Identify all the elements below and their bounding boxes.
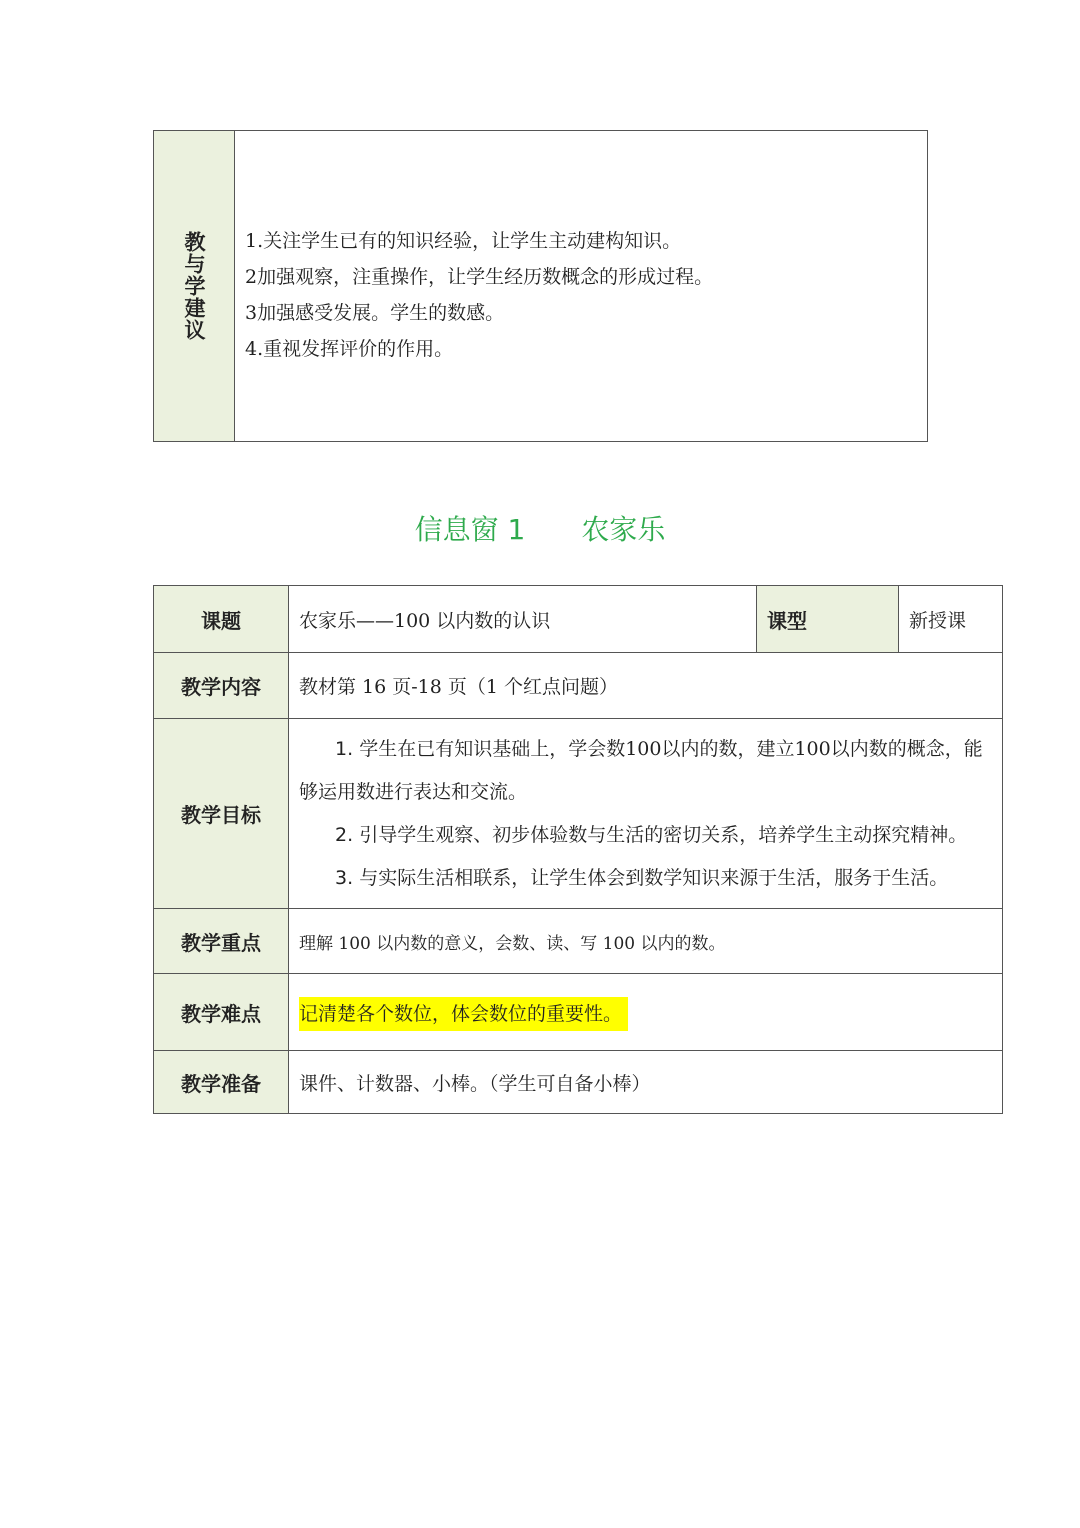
suggestion-item: 4.重视发挥评价的作用。: [245, 338, 454, 360]
goal-item: 3. 与实际生活相联系，让学生体会到数学知识来源于生活，服务于生活。: [335, 866, 949, 889]
key-row: [154, 909, 1003, 974]
topic-label: 课题: [154, 586, 289, 653]
goals-value: [289, 719, 1003, 909]
type-label: 课型: [757, 586, 899, 653]
key-label: 教学重点: [154, 909, 289, 974]
section-heading: 信息窗 1 农家乐: [414, 513, 666, 546]
difficulty-label: 教学难点: [154, 974, 289, 1051]
goal-item: 1. 学生在已有知识基础上，学会数100以内的数，建立100以内数的概念，能够运用数进行表达和交流。: [299, 737, 983, 803]
suggestions-label-cell: [154, 131, 235, 441]
prep-label: 教学准备: [154, 1051, 289, 1114]
suggestion-item: 3加强感受发展。学生的数感。: [245, 302, 505, 324]
suggestion-item: 1.关注学生已有的知识经验，让学生主动建构知识。: [245, 230, 682, 252]
topic-value: 农家乐——100 以内数的认识: [289, 586, 757, 653]
prep-row: [154, 1051, 1003, 1114]
key-value: 理解 100 以内数的意义，会数、读、写 100 以内的数。: [289, 909, 1003, 974]
goal-item: 2. 引导学生观察、初步体验数与生活的密切关系，培养学生主动探究精神。: [335, 823, 968, 846]
suggestions-content: [235, 131, 713, 441]
goals-row: [154, 719, 1003, 909]
content-value: 教材第 16 页-18 页（1 个红点问题）: [289, 653, 1003, 719]
suggestions-label: 教与学建议: [182, 231, 206, 341]
suggestion-item: 2加强观察，注重操作，让学生经历数概念的形成过程。: [245, 266, 714, 288]
difficulty-value: 记清楚各个数位，体会数位的重要性。: [299, 997, 628, 1031]
type-value: 新授课: [899, 586, 1003, 653]
difficulty-cell: [289, 974, 1003, 1051]
goals-label: 教学目标: [154, 719, 289, 909]
lesson-plan-table: [153, 585, 1003, 1114]
difficulty-row: [154, 974, 1003, 1051]
topic-row: [154, 586, 1003, 653]
suggestions-table: [153, 130, 928, 442]
content-row: [154, 653, 1003, 719]
prep-value: 课件、计数器、小棒。（学生可自备小棒）: [289, 1051, 1003, 1114]
content-label: 教学内容: [154, 653, 289, 719]
